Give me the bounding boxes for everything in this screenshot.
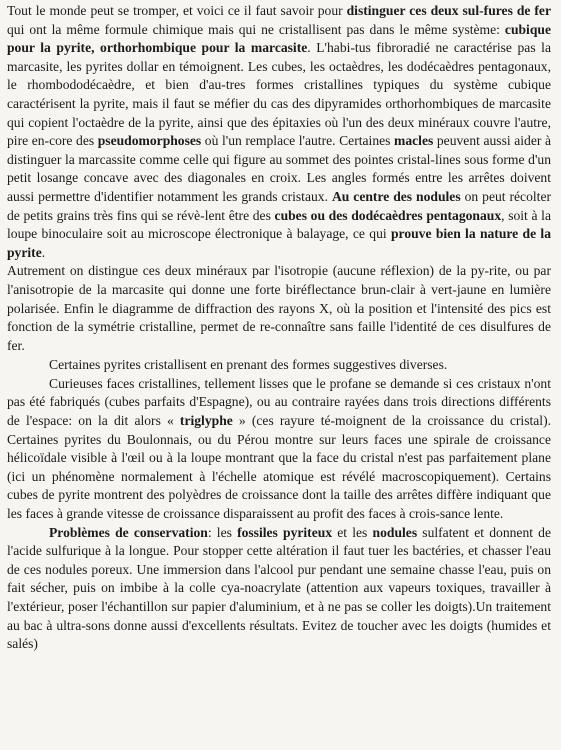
bold-term: triglyphe	[179, 413, 233, 429]
paragraph-suggestive-forms	[7, 356, 551, 375]
bold-term: cubes ou des dodécaèdres pentagonaux	[274, 207, 502, 223]
text-run: Autrement on distingue ces deux minéraux par l'isotropie (aucune réflexion) de la py-rite, ou par l'anisotropie de la marcasite qui donne une forte biréflectance brun-clair à vert-jaune en lumière polarisée. Enfin le diagramme de diffraction des rayons X, où la position et l'intensité des pics est fonction de la symétrie cristalline, permet de re-connaître sans faille l'identité de ces disulfures de fer.	[7, 263, 551, 353]
bold-term: cubique pour la pyrite, orthorhombique pour la marcasite	[7, 21, 551, 56]
text-run: qui ont la même formule chimique mais qui ne cristallisent pas dans le même système:	[7, 21, 505, 37]
text-run: Tout le monde peut se tromper, et voici ce il faut savoir pour	[7, 3, 347, 18]
text-run: . L'habi-tus fibroradié ne caractérise pas la marcasite, les pyrites dollar en témoignent. Les cubes, les octaèdres, les dodécaèdres pentagonaux, le rhombododécaèdre, et bien d'au-tres formes cristallines typiques du système cubique caractérisent la pyrite, mais il faut se méfier du cas des dipyramides orthorhombiques de marcasite qui copient l'octaèdre de la pyrite, ainsi que des épitaxies où l'un des deux minéraux couvre l'autre, pire en-core des	[7, 40, 551, 149]
text-run: » (ces rayure té-moignent de la croissance du cristal). Certaines pyrites du Boulonnais, ou du Pérou montre sur leurs faces une spirale de croissance hélicoïdale visible à l'œil ou à la loupe montrant que la face du cristal n'est pas parfaitement plane (ici un phénomène normalement à l'échelle atomique est révélé macroscopiquement). Certains cubes de pyrite montrent des polyèdres de croissance dont la taille des arrêtes diffère indiquant que les faces à grande vitesse de croissance disparaissent au profit des faces à crois-sance lente.	[7, 413, 551, 522]
bold-term: pseudomorphoses	[97, 133, 202, 149]
text-run: peuvent aussi aider à distinguer la marcassite comme celle qui figure au sommet des pointes cristal-lines sous forme d'un petit losange concave avec des diagonales en croix. Les angles formés entre les arrêtes doivent aussi permettre d'identifier notamment les grands cristaux.	[7, 133, 552, 204]
bold-term: nodules	[372, 524, 418, 540]
bold-term: macles	[394, 133, 434, 149]
text-run: Certaines pyrites cristallisent en prenant des formes suggestives diverses.	[49, 357, 448, 373]
text-run: Curieuses faces cristallines, tellement lisses que le profane se demande si ces cristaux n'ont pas été fabriqués (cubes parfaits d'Espagne), ou au contraire rayées dans trois directions différents de l'espace: on la dit alors «	[7, 375, 551, 429]
paragraph-crystal-faces	[7, 375, 551, 524]
text-run: : les	[207, 524, 238, 540]
bold-term: fossiles pyriteux	[237, 524, 333, 540]
bold-term: Problèmes de conservation	[49, 524, 208, 540]
text-run: et les	[332, 524, 373, 540]
paragraph-distinguishing-sulfides	[7, 2, 551, 262]
text-run: où l'un remplace l'autre. Certaines	[201, 133, 395, 149]
text-run: sulfatent et donnent de l'acide sulfurique à la longue. Pour stopper cette altération il faut tuer les bactéries, et chasser l'eau de ces nodules poreux. Une immersion dans l'alcool pur pendant une semaine chasse l'eau, puis on fait sécher, puis on imbibe à la colle cya-noacrylate (attention aux vapeurs toxiques, travailler à l'extérieur, poser l'échantillon sur papier d'aluminium, et à ne pas se coller les doigts).Un traitement au bac à ultra-sons donne aussi d'excellents résultats. Evitez de toucher avec les doigts (humides et salés)	[7, 524, 552, 652]
text-run: on peut récolter de petits grains très fins qui se révè-lent être des	[7, 188, 552, 223]
bold-term: Au centre des nodules	[331, 188, 461, 204]
paragraph-conservation-problems	[7, 524, 551, 654]
bold-term: prouve bien la nature de la pyrite	[7, 226, 552, 260]
bold-term: distinguer ces deux sul-fures de fer	[346, 3, 551, 18]
text-run: , soit à la loupe binoculaire soit au microscope électronique à balayage, ce qui	[7, 207, 551, 242]
text-run: .	[41, 244, 46, 260]
paragraph-optical-and-xray	[7, 262, 551, 355]
